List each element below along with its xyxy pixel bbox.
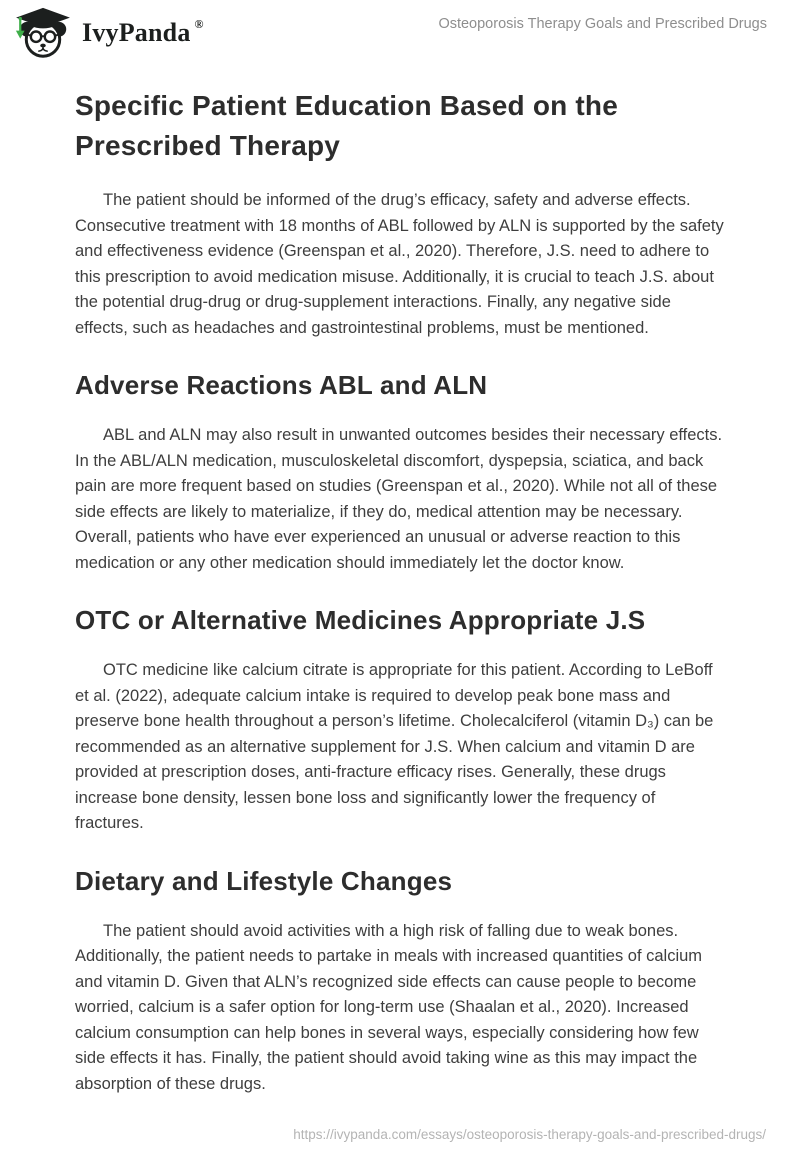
page-footer	[293, 1127, 766, 1142]
section-heading-adverse-reactions: Adverse Reactions ABL and ALN	[75, 370, 488, 400]
paragraph-otc-alternative: OTC medicine like calcium citrate is appropriate for this patient. According to LeBoff et al. (2022), adequate calcium intake is required to develop peak bone mass and preserve bone health throughout a person’s lifetime. Cholecalciferol (vitamin D₃) can be recommended as an alternative supplement for J.S. When calcium and vitamin D are provided at prescription doses, anti-fracture efficacy rises. Generally, these drugs increase bone density, lessen bone loss and significantly lower the frequency of fractures.	[75, 661, 714, 832]
registered-trademark: ®	[194, 16, 204, 31]
paragraph-patient-education: The patient should be informed of the drug’s efficacy, safety and adverse effects. Consecutive treatment with 18 months of ABL followed by ALN is supported by the safety and effectiveness evidence (Greenspan et al., 2020). Therefore, J.S. need to adhere to this prescription to avoid medication misuse. Additionally, it is crucial to teach J.S. about the potential drug-drug or drug-supplement interactions. Finally, any negative side effects, such as headaches and gastrointestinal problems, must be mentioned.	[75, 191, 724, 337]
paragraph-dietary-lifestyle: The patient should avoid activities with a high risk of falling due to weak bones. Additionally, the patient needs to partake in meals with increased quantities of calcium and vitamin D. Given that ALN’s recognized side effects can cause people to become worried, calcium is a safer option for long-term use (Shaalan et al., 2020). Increased calcium consumption can help bones in several ways, especially considering how few side effects it has. Finally, the patient should avoid taking wine as this may impact the absorption of these drugs.	[75, 921, 703, 1093]
page-header	[0, 0, 800, 64]
essay-content	[0, 64, 800, 1097]
section-heading-patient-education: Specific Patient Education Based on the Prescribed Therapy	[75, 90, 619, 161]
brand-name: IvyPanda	[82, 18, 191, 47]
section-heading-otc-alternative: OTC or Alternative Medicines Appropriate J.S	[75, 605, 646, 635]
paragraph-adverse-reactions: ABL and ALN may also result in unwanted outcomes besides their necessary effects. In the ABL/ALN medication, musculoskeletal discomfort, dyspepsia, sciatica, and back pain are more frequent based on studies (Greenspan et al., 2020). While not all of these side effects are likely to materialize, if they do, medical attention may be necessary. Overall, patients who have ever experienced an unusual or adverse reaction to this medication or any other medication should immediately let the doctor know.	[75, 426, 723, 572]
source-url[interactable]: https://ivypanda.com/essays/osteoporosis-therapy-goals-and-prescribed-drugs/	[293, 1127, 766, 1142]
ivypanda-brand[interactable]	[12, 7, 208, 59]
panda-graduate-logo-icon	[12, 7, 74, 59]
section-heading-dietary-lifestyle: Dietary and Lifestyle Changes	[75, 865, 453, 896]
document-title: Osteoporosis Therapy Goals and Prescribed Drugs	[438, 16, 767, 32]
